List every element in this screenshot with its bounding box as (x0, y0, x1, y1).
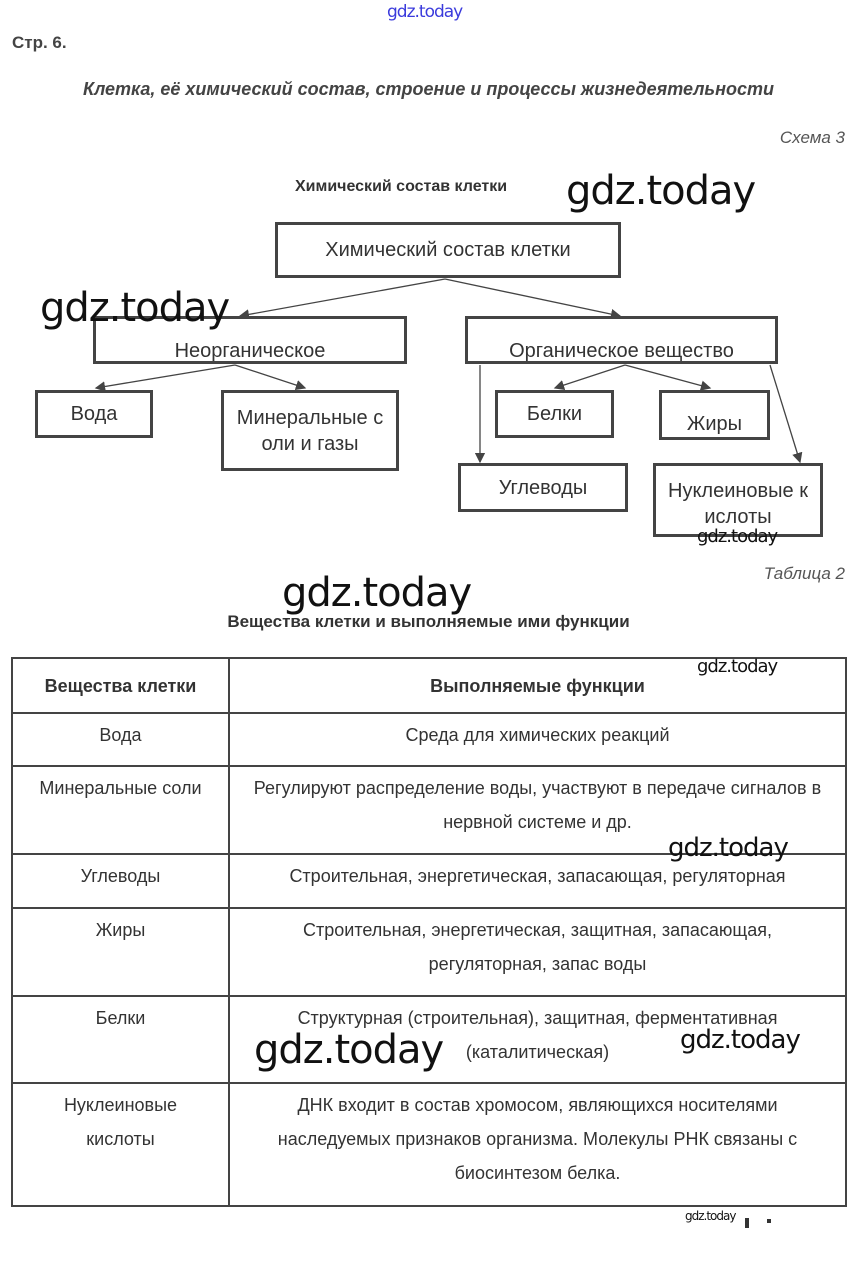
scheme-label: Схема 3 (779, 128, 845, 147)
node-fats: Жиры (659, 390, 770, 440)
heading: Клетка, её химический состав, строение и процессы жизнедеятельности (83, 79, 774, 99)
watermark: gdz.today (680, 1025, 800, 1055)
column-header: Вещества клетки (12, 658, 229, 713)
watermark: gdz.today (685, 1209, 736, 1223)
function-cell: ДНК входит в состав хромосом, являющихся носителями наследуемых признаков организма. Молекулы РНК связаны с биосинтезом белка. (229, 1083, 846, 1206)
table-row (12, 713, 846, 766)
function-cell: Строительная, энергетическая, запасающая, регуляторная (229, 854, 846, 908)
substance-cell: Нуклеиновые кислоты (12, 1083, 229, 1206)
substance-cell: Белки (12, 996, 229, 1083)
watermark: gdz.today (697, 656, 778, 677)
mark (767, 1219, 771, 1223)
watermark: gdz.today (566, 168, 756, 214)
table-row (12, 908, 846, 996)
node-inorganic: Неорганическое (93, 316, 407, 364)
node-organic: Органическое вещество (465, 316, 778, 364)
watermark: gdz.today (697, 526, 778, 547)
node-proteins: Белки (495, 390, 614, 438)
mark (745, 1218, 749, 1228)
watermark: gdz.today (254, 1027, 444, 1073)
function-cell: Структурная (строительная), защитная, ферментативная (каталитическая) (229, 996, 846, 1083)
page-label: Стр. 6. (12, 33, 67, 52)
watermark: gdz.today (668, 833, 788, 863)
node-root: Химический состав клетки (275, 222, 621, 278)
table-label: Таблица 2 (763, 564, 845, 583)
node-water: Вода (35, 390, 153, 438)
watermark: gdz.today (40, 285, 230, 331)
table-title: Вещества клетки и выполняемые ими функции (227, 612, 630, 631)
column-header: Выполняемые функции (229, 658, 846, 713)
substance-cell: Вода (12, 713, 229, 766)
substance-cell: Жиры (12, 908, 229, 996)
node-nucleic: Нуклеиновые кислоты (653, 463, 823, 537)
substance-cell: Минеральные соли (12, 766, 229, 854)
scheme-title: Химический состав клетки (295, 178, 508, 195)
substance-cell: Углеводы (12, 854, 229, 908)
function-cell: Среда для химических реакций (229, 713, 846, 766)
node-minerals: Минеральные соли и газы (221, 390, 399, 471)
node-carbs: Углеводы (458, 463, 628, 512)
watermark: gdz.today (387, 2, 463, 22)
watermark: gdz.today (282, 570, 472, 616)
function-cell: Регулируют распределение воды, участвуют в передаче сигналов в нервной системе и др. (229, 766, 846, 854)
function-cell: Строительная, энергетическая, защитная, запасающая, регуляторная, запас воды (229, 908, 846, 996)
table-row (12, 1083, 846, 1206)
substances-table (11, 657, 847, 1207)
